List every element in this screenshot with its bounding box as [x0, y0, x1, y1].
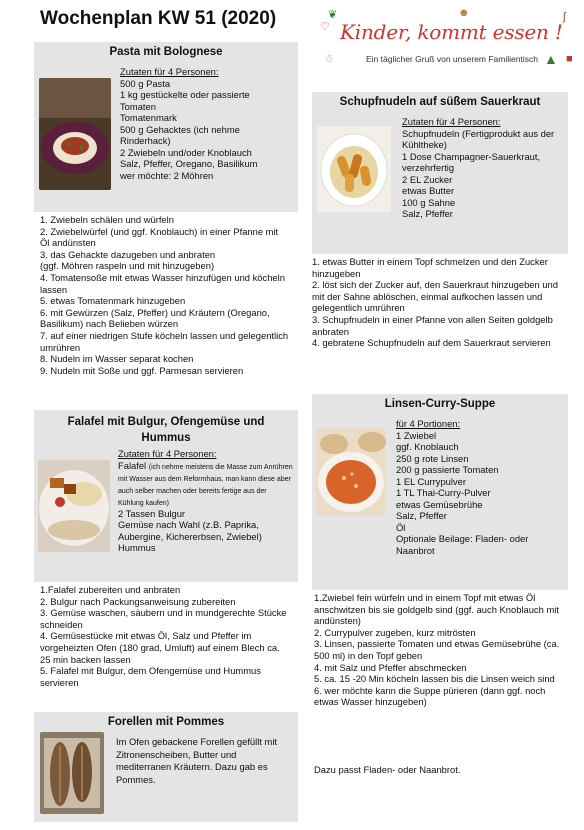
ingredient-item: 250 g rote Linsen — [396, 452, 469, 464]
step-item: 5. Falafel mit Bulgur, dem Ofengemüse und Hummus servieren — [40, 665, 261, 688]
schupfnudeln-photo — [317, 126, 391, 212]
recipe-card-schupfnudeln — [312, 92, 568, 254]
step-item: 2. löst sich der Zucker auf, den Sauerkraut hinzugeben und mit der Sahne ablöschen, einmal aufkochen lassen und gelegentlich umrühren — [312, 279, 558, 314]
recipe-card-pasta — [34, 42, 298, 212]
recipe-description: Im Ofen gebackene Forellen gefüllt mit Zitronenscheiben, Butter und mediterranen Kräutern. Dazu gab es Pommes. — [116, 736, 278, 785]
step-item: 4. gebratene Schupfnudeln auf dem Sauerkraut servieren — [312, 337, 551, 349]
ingredient-item: Optionale Beilage: Fladen- oder — [396, 533, 529, 544]
ingredient-item: 500 g Gehacktes (ich nehme — [120, 123, 240, 135]
recipe-title: Forellen mit Pommes — [107, 716, 225, 728]
ingredient-item: Naanbrot — [396, 544, 435, 556]
ingredient-item: 500 g Pasta — [120, 77, 171, 89]
ingredients-heading: Zutaten für 4 Personen: — [118, 448, 217, 459]
recipe-steps-pasta — [40, 214, 290, 376]
ingredient-item: 1 Zwiebel — [396, 429, 437, 441]
step-item: 3. Linsen, passierte Tomaten und etwas Gemüsebrühe (ca. 500 ml) in den Topf geben — [314, 638, 560, 661]
ingredient-item: 2 EL Zucker — [402, 173, 453, 185]
gift-icon: ■ — [566, 53, 573, 65]
step-item: 1.Falafel zubereiten und anbraten — [40, 584, 181, 595]
step-item: 6. mit Gewürzen (Salz, Pfeffer) und Kräutern (Oregano, Basilikum) nach Belieben würzen — [40, 306, 270, 330]
ingredient-item: 2 Zwiebeln und/oder Knoblauch — [120, 146, 252, 158]
ingredient-item: Rinderhack) — [120, 135, 171, 146]
page-title: Wochenplan KW 51 (2020) — [40, 8, 277, 29]
gingerbread-icon: ☻ — [458, 7, 470, 19]
step-item: 4. mit Salz und Pfeffer abschmecken — [314, 661, 467, 673]
step-item: 2. Bulgur nach Packungsanweisung zubereiten — [40, 595, 236, 607]
step-item: (ggf. Möhren raspeln und mit hinzugeben) — [40, 260, 215, 272]
recipe-title: Falafel mit Bulgur, Ofengemüse und — [67, 416, 265, 428]
step-item: 9. Nudeln mit Soße und ggf. Parmesan servieren — [40, 364, 244, 376]
step-item: 3. Gemüse waschen, säubern und in mundgerechte Stücke schneiden — [40, 607, 287, 630]
recipe-card-falafel — [34, 410, 298, 582]
ingredient-item: 1 kg gestückelte oder passierte — [120, 89, 250, 100]
ingredient-item: Salz, Pfeffer — [402, 208, 453, 219]
ingredient-item: wer möchte: 2 Möhren — [120, 169, 214, 181]
recipe-steps-linsen — [314, 592, 570, 708]
ingredient-item: Hummus — [118, 542, 156, 553]
step-item: 2. Currypulver zugeben, kurz mitrösten — [314, 626, 476, 638]
step-item: 1. etwas Butter in einem Topf schmelzen und den Zucker hinzugeben — [312, 256, 548, 279]
step-item: 4. Gemüsestücke mit etwas Öl, Salz und Pfeffer im vorgeheizten Ofen (180 grad, Umluft) auf einem Blech ca. 25 min backen lassen — [40, 630, 280, 665]
step-item: 6. wer möchte kann die Suppe pürieren (dann ggf. noch etwas Wasser hinzugeben) — [314, 684, 546, 708]
recipe-card-linsen — [312, 394, 568, 590]
recipe-card-forellen — [34, 712, 298, 822]
snowman-icon: ☃ — [324, 53, 334, 65]
serving-note: Dazu passt Fladen- oder Naanbrot. — [314, 764, 461, 775]
ingredient-item: etwas Gemüsebrühe — [396, 498, 483, 510]
ingredient-item: Tomaten — [120, 100, 156, 112]
recipe-steps-schupfnudeln — [312, 256, 570, 349]
step-item: 2. Zwiebelwürfel (und ggf. Knoblauch) in einer Pfanne mit Öl andünsten — [40, 225, 279, 249]
ingredient-falafel: Falafel — [118, 459, 147, 471]
heart-icon: ♡ — [320, 21, 330, 33]
logo — [318, 8, 580, 78]
candy-cane-icon: ʃ — [563, 11, 566, 23]
logo-subtitle: Ein täglicher Gruß von unserem Familientisch — [366, 54, 538, 64]
recipe-title: Linsen-Curry-Suppe — [384, 398, 496, 410]
ingredients-heading: Zutaten für 4 Personen: — [402, 116, 501, 127]
falafel-photo — [38, 460, 110, 552]
ingredient-item: Öl — [396, 521, 406, 533]
ingredient-note: (ich nehme meistens die Masse zum Anrühren mit Wasser aus dem Reformhaus, man kann diese aber auch selber machen oder bereits fertige aus der Kühlung kaufen) — [118, 463, 293, 507]
ingredient-item: 200 g passierte Tomaten — [396, 464, 499, 475]
ingredient-item: 2 Tassen Bulgur — [118, 507, 186, 519]
ingredient-item: etwas Butter — [402, 185, 455, 196]
holly-icon: ❦ — [328, 9, 338, 21]
ingredient-item: 100 g Sahne — [402, 196, 456, 208]
ingredient-item: 1 EL Currypulver — [396, 475, 466, 487]
ingredient-item: Gemüse nach Wahl (z.B. Paprika, Aubergine, Kichererbsen, Zwiebel) — [118, 519, 262, 542]
recipe-title-line2: Hummus — [141, 432, 191, 444]
step-item: 7. auf einer niedrigen Stufe köcheln lassen und gelegentlich umrühren — [40, 329, 289, 353]
step-item: 5. etwas Tomatenmark hinzugeben — [40, 295, 186, 307]
step-item: 5. ca. 15 -20 Min köcheln lassen bis die Linsen weich sind — [314, 673, 555, 685]
step-item: 4. Tomatensoße mit etwas Wasser hinzufügen und köcheln lassen — [40, 271, 285, 295]
recipe-title: Schupfnudeln auf süßem Sauerkraut — [339, 96, 541, 108]
ingredients-heading: für 4 Portionen: — [396, 418, 461, 429]
linsen-photo — [316, 428, 386, 516]
ingredient-item: 1 Dose Champagner-Sauerkraut, verzehrfertig — [402, 150, 541, 173]
ingredient-item: Tomatenmark — [120, 112, 177, 123]
ingredient-item: Salz, Pfeffer — [396, 510, 447, 521]
pasta-photo — [39, 78, 111, 190]
logo-text: Kinder, kommt essen ! — [340, 20, 563, 44]
recipe-title: Pasta mit Bolognese — [109, 46, 223, 58]
step-item: 3. Schupfnudeln in einer Pfanne von allen Seiten goldgelb anbraten — [312, 313, 553, 337]
christmas-tree-icon: ▲ — [544, 51, 558, 67]
ingredients-heading: Zutaten für 4 Personen: — [120, 66, 219, 77]
ingredient-item: Salz, Pfeffer, Oregano, Basilikum — [120, 158, 258, 169]
step-item: 3. das Gehackte dazugeben und anbraten — [40, 248, 216, 260]
ingredient-item: Schupfnudeln (Fertigprodukt aus der Kühltheke) — [402, 127, 555, 150]
ingredient-item: 1 TL Thai-Curry-Pulver — [396, 487, 491, 498]
recipe-steps-falafel — [40, 584, 290, 688]
step-item: 1. Zwiebeln schälen und würfeln — [40, 214, 174, 225]
forellen-photo — [40, 732, 104, 814]
step-item: 8. Nudeln im Wasser separat kochen — [40, 353, 194, 365]
ingredient-item: ggf. Knoblauch — [396, 441, 459, 452]
step-item: 1.Zwiebel fein würfeln und in einem Topf mit etwas Öl anschwitzen bis sie goldgelb sind (ggf. auch Knoblauch mit andünsten) — [314, 592, 559, 627]
